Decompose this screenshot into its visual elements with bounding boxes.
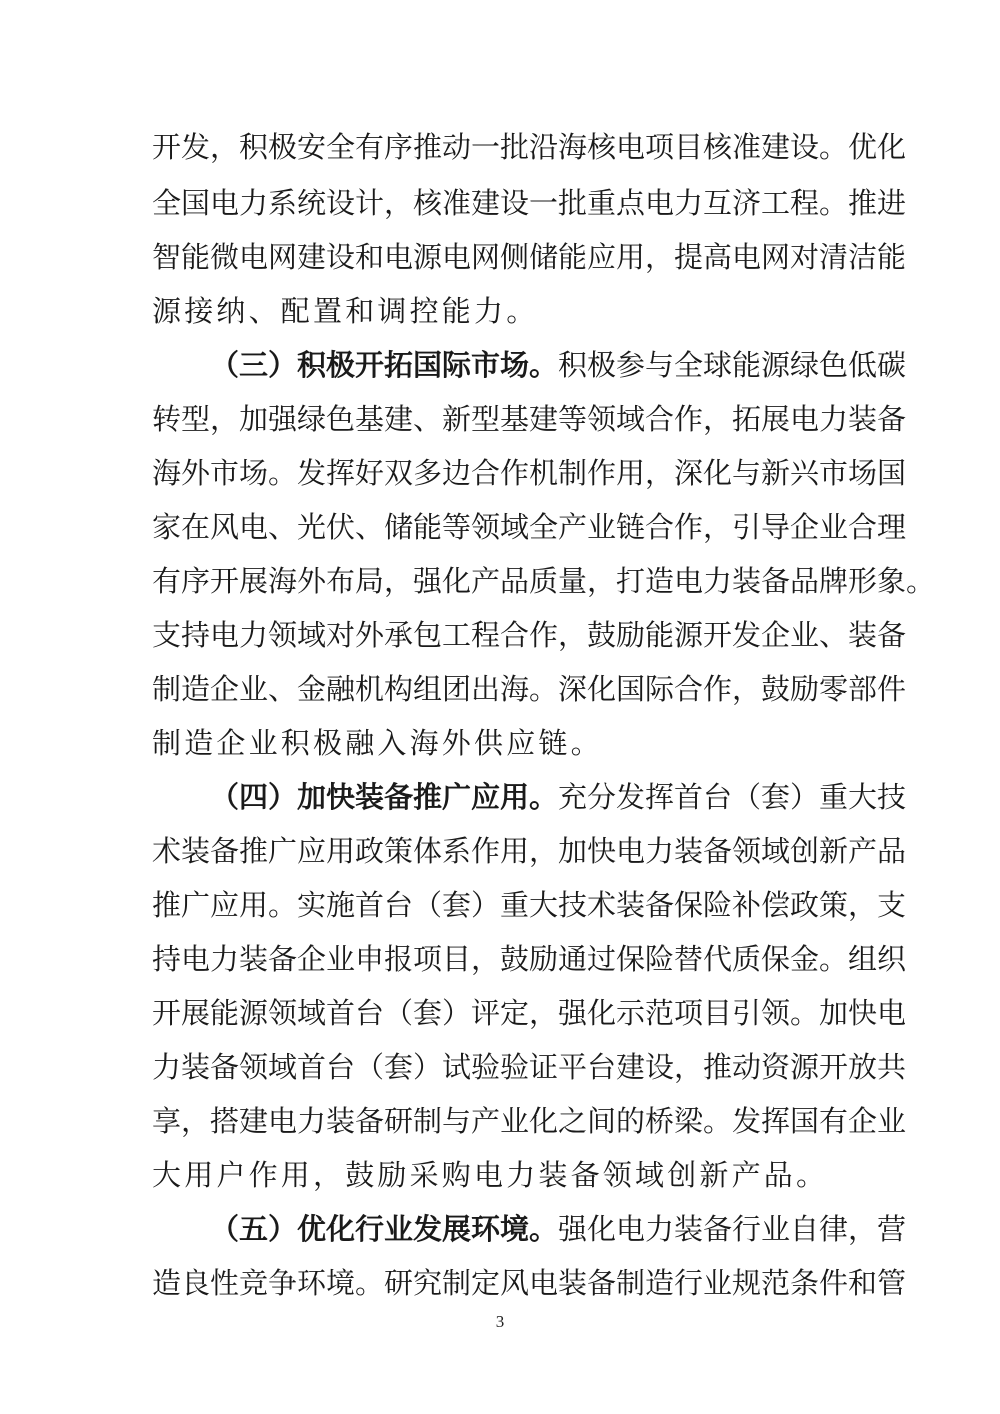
text-fragment: 强化电力装备行业自律，营 [558, 1212, 907, 1246]
text-line: 造良性竞争环境。研究制定风电装备制造行业规范条件和管 [152, 1266, 907, 1300]
text-line: 转型，加强绿色基建、新型基建等领域合作，拓展电力装备 [152, 402, 907, 436]
text-line: 力装备领域首台（套）试验验证平台建设，推动资源开放共 [152, 1050, 907, 1084]
text-line: 全国电力系统设计，核准建设一批重点电力互济工程。推进 [152, 186, 907, 220]
text-fragment: 充分发挥首台（套）重大技 [558, 780, 907, 814]
text-line: 开展能源领域首台（套）评定，强化示范项目引领。加快电 [152, 996, 907, 1030]
section-heading-5: （五）优化行业发展环境。 [210, 1212, 559, 1246]
text-line: 智能微电网建设和电源电网侧储能应用，提高电网对清洁能 [152, 240, 907, 274]
text-line: 术装备推广应用政策体系作用，加快电力装备领域创新产品 [152, 834, 907, 868]
paragraph-first-line [210, 1209, 907, 1249]
text-line: 制造企业积极融入海外供应链。 [152, 726, 603, 760]
text-line: 海外市场。发挥好双多边合作机制作用，深化与新兴市场国 [152, 456, 907, 490]
text-line: 推广应用。实施首台（套）重大技术装备保险补偿政策，支 [152, 888, 907, 922]
page-number: 3 [495, 1312, 505, 1331]
text-line: 开发，积极安全有序推动一批沿海核电项目核准建设。优化 [152, 130, 907, 164]
section-heading-4: （四）加快装备推广应用。 [210, 780, 559, 814]
paragraph-first-line [210, 345, 907, 385]
text-line: 大用户作用，鼓励采购电力装备领域创新产品。 [152, 1158, 829, 1192]
text-line: 制造企业、金融机构组团出海。深化国际合作，鼓励零部件 [152, 672, 907, 706]
section-heading-3: （三）积极开拓国际市场。 [210, 348, 559, 382]
text-line: 持电力装备企业申报项目，鼓励通过保险替代质保金。组织 [152, 942, 907, 976]
paragraph-first-line [210, 777, 907, 817]
text-line: 源接纳、配置和调控能力。 [152, 294, 539, 328]
text-line: 家在风电、光伏、储能等领域全产业链合作，引导企业合理 [152, 510, 907, 544]
text-line: 支持电力领域对外承包工程合作，鼓励能源开发企业、装备 [152, 618, 907, 652]
text-fragment: 积极参与全球能源绿色低碳 [558, 348, 907, 382]
text-line: 享，搭建电力装备研制与产业化之间的桥梁。发挥国有企业 [152, 1104, 907, 1138]
text-line: 有序开展海外布局，强化产品质量，打造电力装备品牌形象。 [152, 564, 936, 598]
